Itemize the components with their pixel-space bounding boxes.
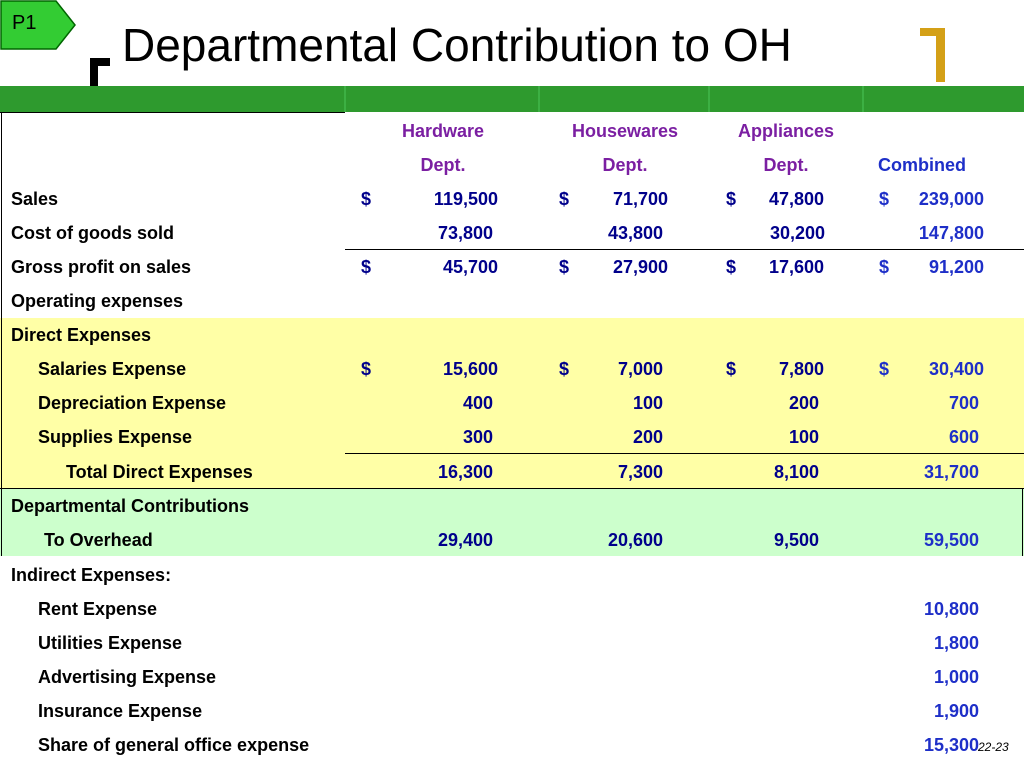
cell-appliances: 17,600 [768,257,824,277]
row-label: Share of general office expense [38,735,310,755]
col-appliances-line1: Appliances [737,121,835,141]
dollar-sign: $ [879,359,890,379]
header-underline [0,112,345,113]
right-bracket-decoration [936,28,945,82]
row-label: Supplies Expense [38,427,193,447]
cell-combined: 700 [948,393,979,413]
cell-appliances: 47,800 [768,189,824,209]
dollar-sign: $ [726,189,737,209]
cell-housewares: 7,000 [617,359,663,379]
cell-hardware: 73,800 [437,223,493,243]
cell-housewares: 27,900 [612,257,668,277]
row-label: Cost of goods sold [11,223,174,243]
header-bar [0,86,1024,112]
table-right-border [1022,488,1023,556]
row-label: Depreciation Expense [38,393,227,413]
dollar-sign: $ [361,257,372,277]
cell-appliances: 100 [788,427,819,447]
cell-combined: 239,000 [918,189,984,209]
cell-appliances: 30,200 [769,223,825,243]
dollar-sign: $ [559,189,570,209]
dollar-sign: $ [559,359,570,379]
cell-housewares: 200 [632,427,663,447]
dollar-sign: $ [726,257,737,277]
cell-hardware: 45,700 [442,257,498,277]
cell-hardware: 400 [462,393,493,413]
row-label: Rent Expense [38,599,158,619]
cell-combined: 31,700 [923,462,979,482]
cell-appliances: 200 [788,393,819,413]
row-label: Operating expenses [11,291,184,311]
cell-hardware: 15,600 [442,359,498,379]
cell-housewares: 100 [632,393,663,413]
direct-total-overline [345,453,1024,454]
col-hardware-line2: Dept. [420,155,466,175]
cell-combined: 1,000 [933,667,979,687]
cell-appliances: 7,800 [778,359,824,379]
col-combined: Combined [878,155,966,175]
col-appliances-line2: Dept. [763,155,809,175]
cell-combined: 147,800 [918,223,984,243]
table-left-border [1,112,2,556]
cogs-underline [345,249,1024,250]
cell-hardware: 16,300 [437,462,493,482]
row-label: Sales [11,189,59,209]
cell-hardware: 119,500 [433,189,498,209]
col-hardware-line1: Hardware [401,121,485,141]
slide-number: 22-23 [978,740,1009,754]
cell-hardware: 29,400 [437,530,493,550]
dollar-sign: $ [361,359,372,379]
dollar-sign: $ [559,257,570,277]
dollar-sign: $ [879,189,890,209]
cell-combined: 1,900 [933,701,979,721]
col-housewares-line2: Dept. [602,155,648,175]
row-label: Departmental Contributions [11,496,250,516]
cell-combined: 10,800 [923,599,979,619]
cell-combined: 15,300 [923,735,979,755]
cell-housewares: 7,300 [617,462,663,482]
row-label: Total Direct Expenses [66,462,253,482]
cell-housewares: 43,800 [607,223,663,243]
cell-combined: 600 [948,427,979,447]
dollar-sign: $ [726,359,737,379]
dollar-sign: $ [361,189,372,209]
cell-combined: 59,500 [923,530,979,550]
row-label: Insurance Expense [38,701,203,721]
contribution-top-border [0,488,1024,489]
row-label: Utilities Expense [38,633,183,653]
col-housewares-line1: Housewares [571,121,679,141]
slide-tag-label: P1 [12,12,37,34]
cell-combined: 1,800 [933,633,979,653]
cell-appliances: 9,500 [773,530,819,550]
cell-housewares: 20,600 [607,530,663,550]
row-label: Indirect Expenses: [11,565,172,585]
row-label: Salaries Expense [38,359,187,379]
slide-tag [0,0,76,50]
cell-appliances: 8,100 [773,462,819,482]
cell-combined: 30,400 [928,359,984,379]
row-label: Gross profit on sales [11,257,192,277]
slide-title: Departmental Contribution to OH [122,19,792,71]
dollar-sign: $ [879,257,890,277]
cell-combined: 91,200 [928,257,984,277]
cell-housewares: 71,700 [612,189,668,209]
row-label: Direct Expenses [11,325,152,345]
row-label: Advertising Expense [38,667,217,687]
cell-hardware: 300 [462,427,493,447]
row-label: To Overhead [44,530,153,550]
